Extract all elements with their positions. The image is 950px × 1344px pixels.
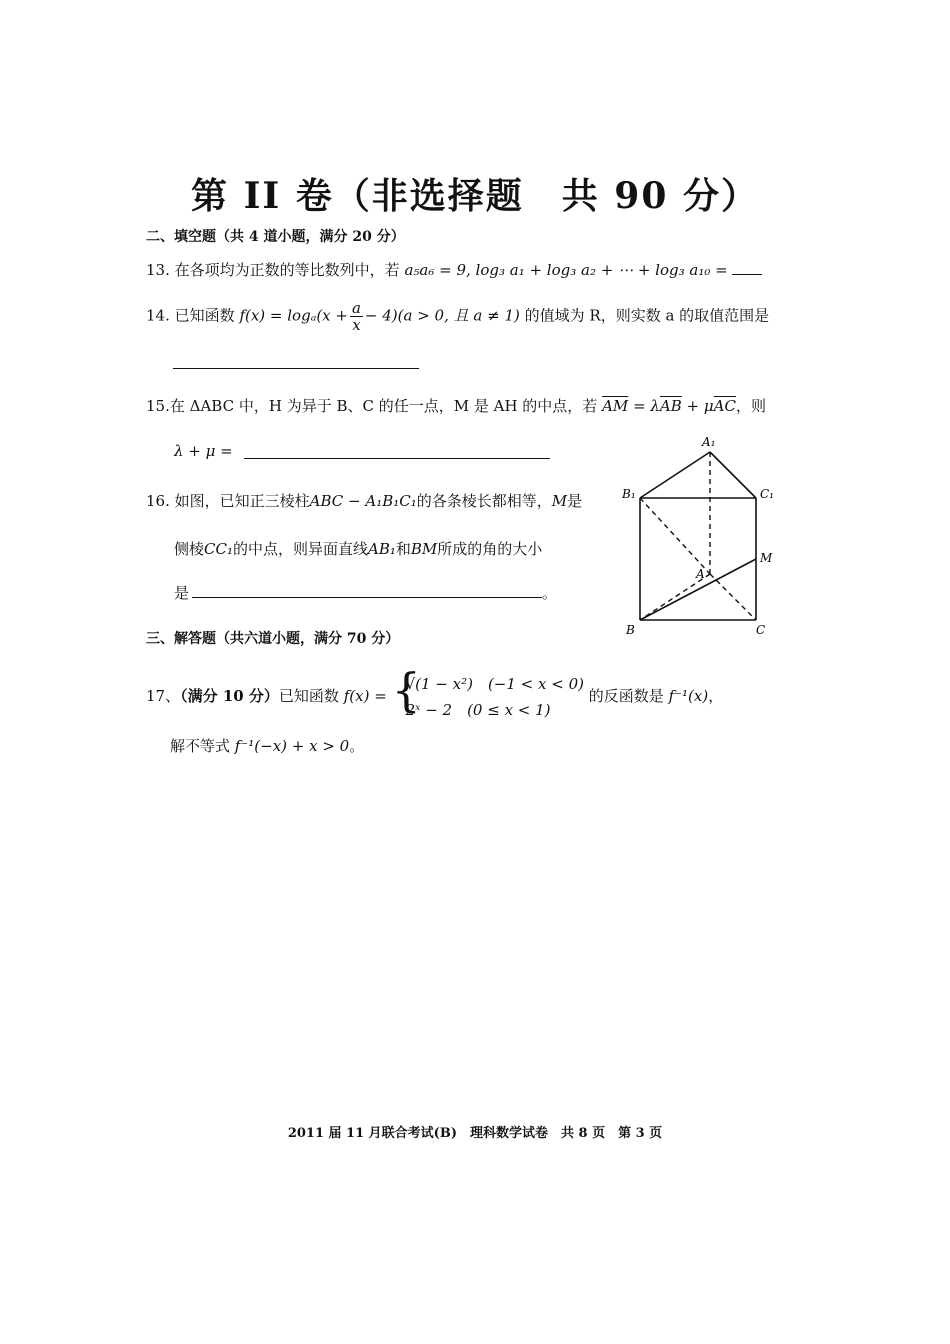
label-m: M (760, 551, 773, 565)
q17-inequality: f⁻¹(−x) + x > 0 (234, 737, 350, 755)
q17-score: （满分 10 分） (180, 687, 279, 705)
edge-a-c-hidden (710, 574, 756, 620)
q15-plus-mu: + μ (681, 397, 714, 415)
q16-and: 和 (395, 540, 411, 558)
q14-tail: 的值域为 R，则实数 a 的取值范围是 (524, 306, 770, 325)
q14-lead: 已知函数 (174, 306, 235, 325)
q17-case-1: √(1 − x²) (−1 < x < 0) (405, 675, 584, 693)
q16-edge-cc1: CC₁ (204, 540, 233, 558)
question-15-line-2 (174, 442, 233, 460)
q17-mid: 的反函数是 (588, 687, 664, 705)
q17-number: 17、 (146, 687, 181, 705)
question-16 (146, 490, 582, 511)
q13-expression: a₅a₆ = 9, log₃ a₁ + log₃ a₂ + ⋯ + log₃ a₁₀ = (404, 261, 728, 279)
label-a1: A₁ (702, 435, 716, 449)
q16-line2-c: 所成的角的大小 (437, 540, 543, 558)
question-16-line-2 (174, 538, 542, 559)
q17-brace: { (391, 663, 421, 717)
prism-figure (618, 432, 798, 642)
page-title: 第 II 卷（非选择题 共 90 分） (191, 175, 759, 217)
q16-line2-b: 的中点，则异面直线 (232, 540, 368, 558)
q16-number: 16. (146, 492, 170, 510)
q17-fx: f(x) = (343, 687, 387, 705)
q15-number: 15. (146, 397, 170, 415)
label-c: C (756, 623, 766, 637)
q17-end: ， (708, 687, 724, 705)
q15-vector-ac: $\overline{AC}$ (713, 397, 736, 415)
section-2-heading: 二、填空题（共 4 道小题，满分 20 分） (146, 229, 405, 245)
section-3-heading: 三、解答题（共六道小题，满分 70 分） (146, 631, 400, 647)
q16-period: 。 (542, 584, 558, 602)
q16-line1-a: 如图，已知正三棱柱 (174, 492, 310, 510)
label-c1: C₁ (760, 487, 774, 501)
q14-expression-b: − 4)(a > 0, 且 a ≠ 1) (364, 306, 520, 325)
q15-vector-am: $\overline{AM}$ (602, 397, 629, 415)
q16-prism-expr: ABC − A₁B₁C₁ (309, 492, 417, 510)
q15-text-a: 在 ΔABC 中，H 为异于 B、C 的任一点，M 是 AH 的中点，若 (169, 397, 598, 415)
q13-text: 在各项均为正数的等比数列中，若 (174, 261, 400, 279)
q13-number: 13. (146, 261, 170, 279)
label-a: A (696, 567, 705, 581)
label-b1: B₁ (622, 487, 636, 501)
q17-line2-a: 解不等式 (170, 737, 231, 755)
q16-line2-a: 侧棱 (174, 540, 205, 558)
q16-line-bm: BM (410, 540, 438, 558)
q16-answer-line (192, 597, 542, 598)
q17-line2-end: 。 (349, 737, 365, 755)
q17-lead: 已知函数 (278, 687, 339, 705)
q17-inverse: f⁻¹(x) (668, 687, 709, 705)
q14-fraction-denominator: x (352, 316, 361, 334)
question-15 (146, 395, 766, 416)
q15-text-b: ，则 (735, 397, 766, 415)
q16-line3: 是 (174, 584, 190, 602)
q14-answer-line (173, 368, 419, 369)
question-16-line-3 (174, 582, 189, 603)
q17-piecewise (391, 663, 584, 723)
q17-case-2: 2ˣ − 2 (0 ≤ x < 1) (405, 701, 551, 719)
question-14 (146, 300, 769, 333)
q15-lambda-plus-mu: λ + μ = (174, 442, 233, 460)
segment-a-b1-hidden (640, 498, 710, 574)
q14-number: 14. (146, 306, 170, 325)
q16-point-m: M (551, 492, 568, 510)
q13-answer-blank (732, 274, 762, 275)
q15-equals-lambda: = λ (628, 397, 660, 415)
edge-a1-b1 (640, 452, 710, 498)
edge-a1-c1 (710, 452, 756, 498)
q14-fraction (350, 300, 363, 333)
label-b: B (626, 623, 635, 637)
q15-answer-line (244, 458, 550, 459)
q16-line1-b: 的各条棱长都相等， (416, 492, 552, 510)
q16-line-ab1: AB₁ (368, 540, 396, 558)
q14-fraction-numerator: a (351, 299, 361, 317)
page-footer: 2011 届 11 月联合考试(B) 理科数学试卷 共 8 页 第 3 页 (287, 1126, 663, 1141)
question-17 (146, 663, 724, 723)
q16-line1-c: 是 (567, 492, 583, 510)
question-13 (146, 259, 762, 280)
q15-vector-ab: $\overline{AB}$ (659, 397, 682, 415)
q14-expression-a: f(x) = logₐ(x + (239, 306, 348, 325)
question-17-line-2 (170, 735, 364, 756)
